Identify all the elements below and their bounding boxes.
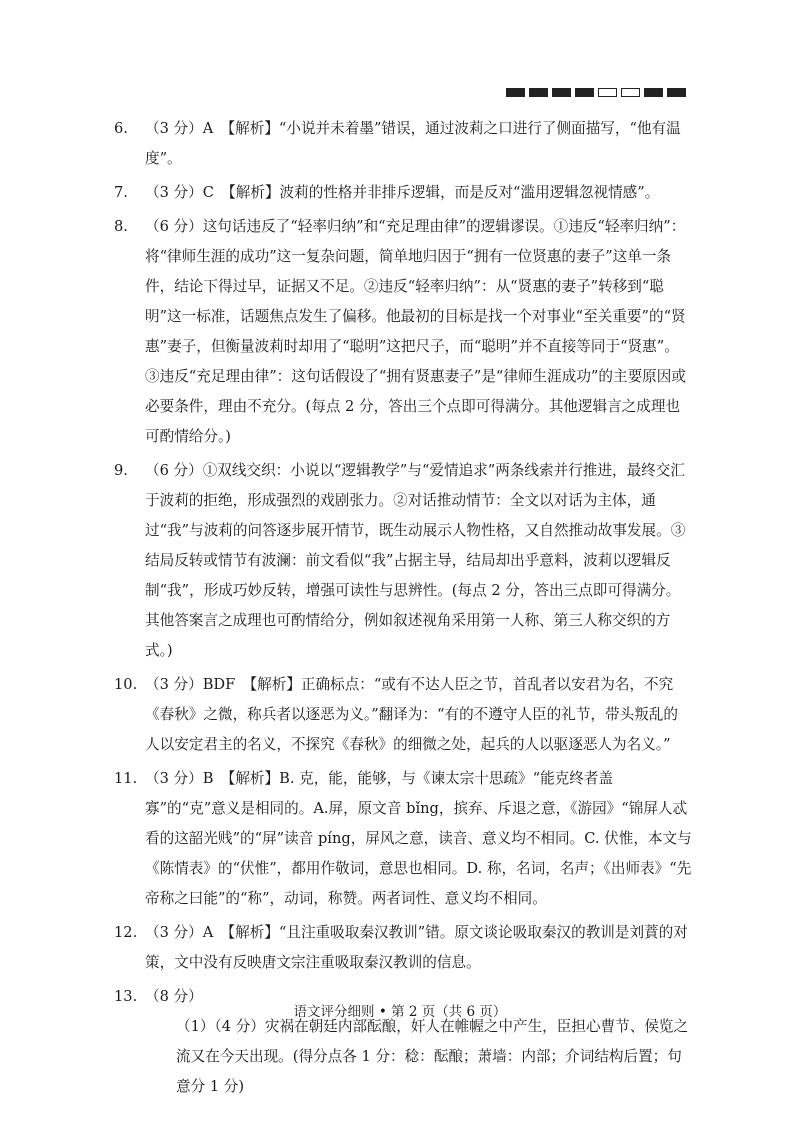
item-number: 8. [114,218,128,235]
mark-empty [621,88,640,97]
item-number: 7. [114,184,128,201]
item-number: 9. [114,462,128,479]
item-text: （6 分）①双线交织：小说以“逻辑教学”与“爱情追求”两条线索并行推进，最终交汇于波莉的拒绝，形成强烈的戏剧张力。②对话推动情节：全文以对话为主体，通过“我”与波莉的问答逐步展开情节，既生动展示人物性格，又自然推动故事发展。③结局反转或情节有波澜：前文看似“我”占据主导，结局却出乎意料，波莉以逻辑反制“我”，形成巧妙反转，增强可读性与思辨性。(每点 2 分，答出三点即可得满分。其他答案言之成理也可酌情给分，例如叙述视角采用第一人称、第三人称交织的方式。) [145,462,686,659]
mark-empty [598,88,617,97]
answer-item-9 [114,456,692,666]
item-number: 13. [114,988,138,1005]
item-number: 11. [114,770,138,787]
mark-filled [552,88,571,97]
answer-item-12 [114,918,692,978]
item-number: 10. [114,676,138,693]
item-text: （6 分）这句话违反了“轻率归纳”和“充足理由律”的逻辑谬误。①违反“轻率归纳”：将“律师生涯的成功”这一复杂问题，简单地归因于“拥有一位贤惠的妻子”这单一条件，结论下得过早，证据又不足。②违反“轻率归纳”：从“贤惠的妻子”转移到“聪明”这一标准，话题焦点发生了偏移。他最初的目标是找一个对事业“至关重要”的“贤惠”妻子，但衡量波莉时却用了“聪明”这把尺子，而“聪明”并不直接等同于“贤惠”。③违反“充足理由律”：这句话假设了“拥有贤惠妻子”是“律师生涯成功”的主要原因或必要条件，理由不充分。(每点 2 分，答出三个点即可得满分。其他逻辑言之成理也可酌情给分。) [145,218,686,445]
answer-item-7 [114,178,692,208]
page-footer: 语文评分细则 • 第 2 页（共 6 页） [293,1004,507,1020]
mark-filled [506,88,525,97]
answer-item-8 [114,212,692,452]
header-marks [506,88,686,98]
item-text: （3 分）A 【解析】“且注重吸取秦汉教训”错。原文谈论吸取秦汉的教训是刘蕡的对策，文中没有反映唐文宗注重吸取秦汉教训的信息。 [145,924,688,971]
item-text: （3 分）A 【解析】“小说并未着墨”错误，通过波莉之口进行了侧面描写，“他有温度”。 [145,120,681,167]
answer-item-10 [114,670,692,760]
answer-item-6 [114,114,692,174]
item-text: （3 分）BDF 【解析】正确标点：“或有不达人臣之节，首乱者以安君为名，不究《春秋》之微，称兵者以逐恶为义。”翻译为：“有的不遵守人臣的礼节，带头叛乱的人以安定君主的名义，不探究《春秋》的细微之处，起兵的人以驱逐恶人为名义。” [145,676,678,753]
item-text: （8 分） [145,988,203,1005]
mark-filled [575,88,594,97]
item-number: 12. [114,924,138,941]
answer-item-11 [114,764,692,914]
sub-item-text: （1）（4 分）灾祸在朝廷内部酝酿，奸人在帷幄之中产生，臣担心曹节、侯览之流又在今天出现。(得分点各 1 分：稔：酝酿；萧墙：内部；介词结构后置；句意分 1 分) [176,1018,689,1095]
item-text: （3 分）B 【解析】B. 克，能，能够，与《谏太宗十思疏》“能克终者盖寡”的“克”意义是相同的。A.屏，原文音 bǐng，摈弃、斥退之意，《游园》“锦屏人忒看的这韶光贱”的“屏”读音 píng，屏风之意，读音、意义均不相同。C. 伏惟，本文与《陈情表》的“伏惟”，都用作敬词，意思也相同。D. 称，名词，名声；《出师表》“先帝称之曰能”的“称”，动词，称赞。两者词性、意义均不相同。 [145,770,692,907]
item-text: （3 分）C 【解析】波莉的性格并非排斥逻辑，而是反对“滥用逻辑忽视情感”。 [145,184,660,201]
mark-filled [644,88,663,97]
mark-filled [529,88,548,97]
answer-content [114,114,692,1102]
mark-filled [667,88,686,97]
sub-item-13-1 [145,1012,692,1102]
item-number: 6. [114,120,128,137]
